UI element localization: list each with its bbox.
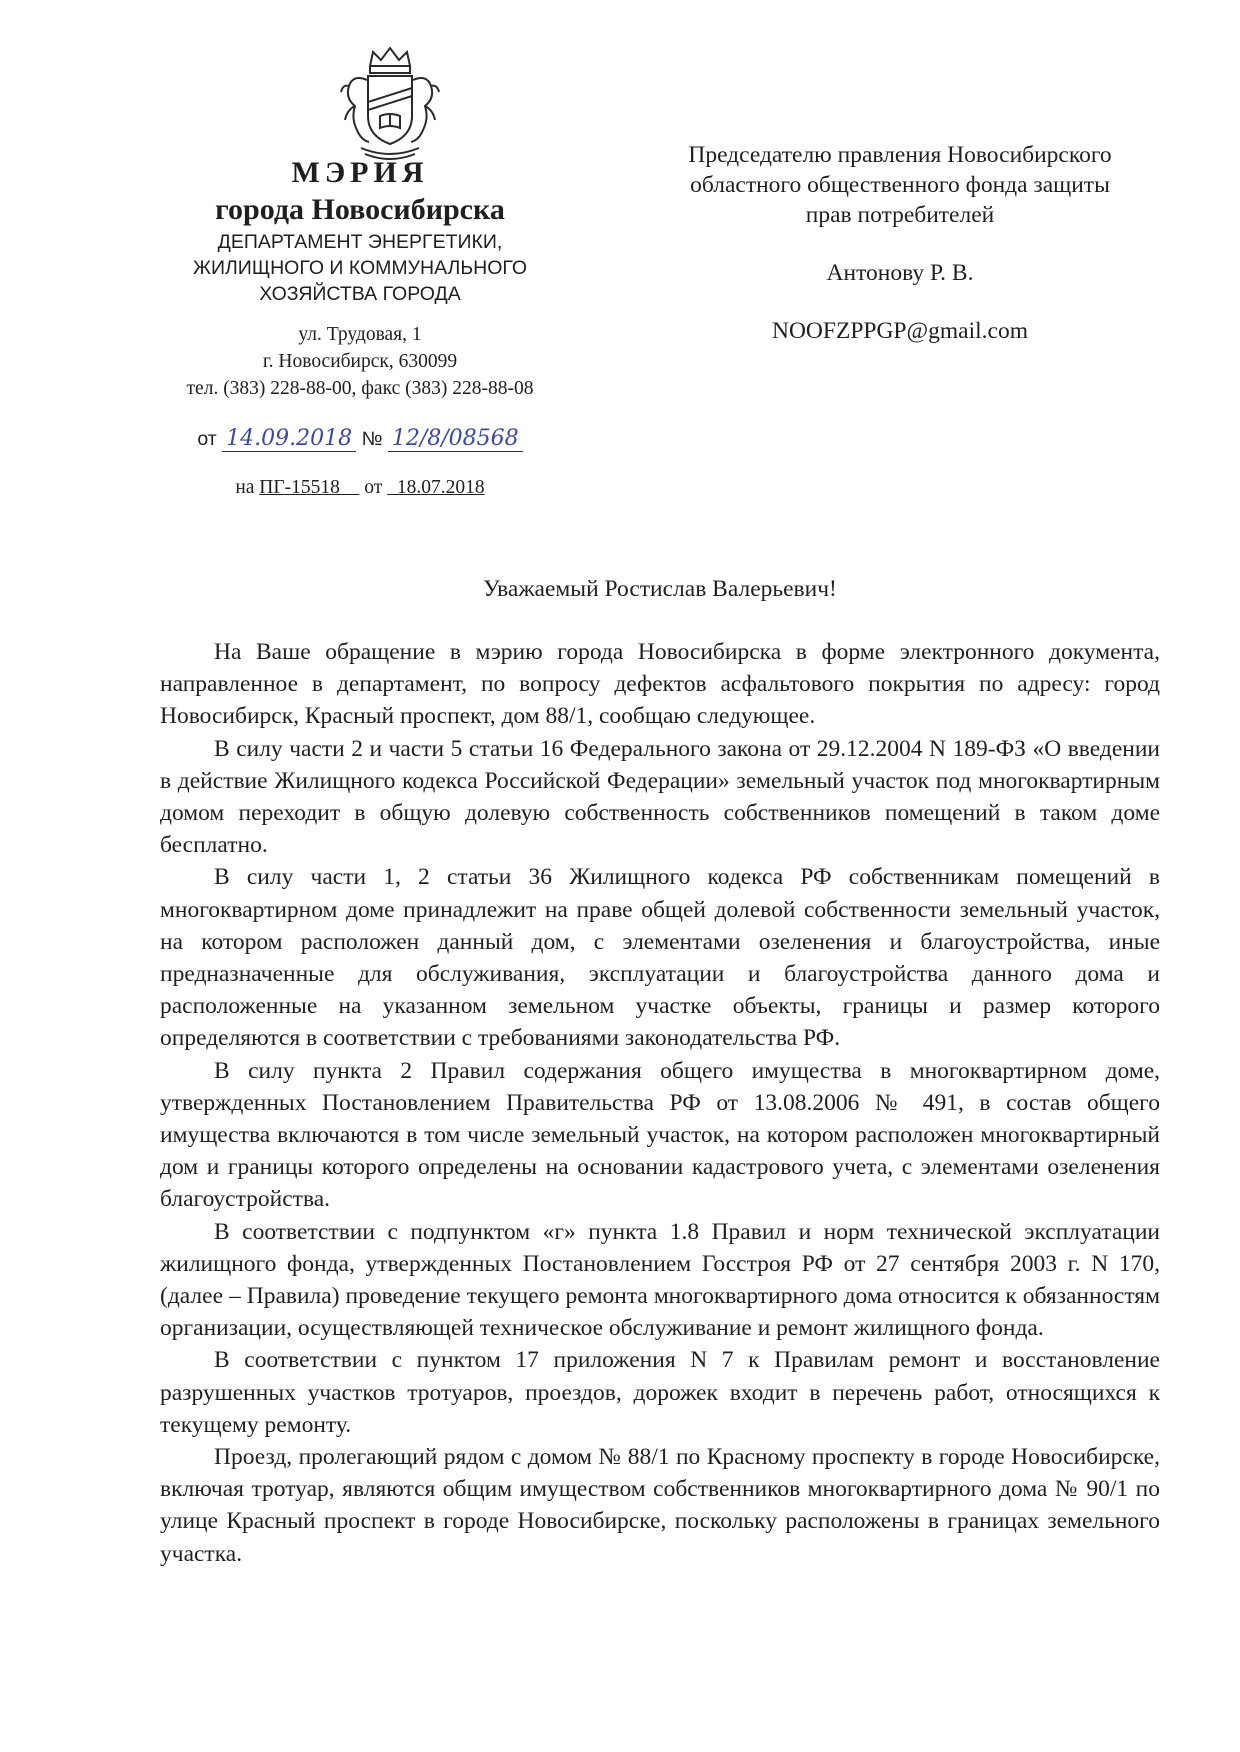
department-address: ул. Трудовая, 1 г. Новосибирск, 630099 тел. (383) 228-88-00, факс (383) 228-88-08: [186, 324, 534, 399]
body-paragraph: Проезд, пролегающий рядом с домом № 88/1 по Красному проспекту в городе Новосибирске, включая тротуар, являются общим имуществом собственников многоквартирного дома № 90/1 по улице Красный проспект в городе Новосибирске, поскольку расположены в границах земельного участка.: [160, 1444, 1160, 1567]
addressee-title: Председателю правления Новосибирского областного общественного фонда защиты прав потребителей: [688, 142, 1112, 228]
body-paragraph: В силу части 1, 2 статьи 36 Жилищного кодекса РФ собственникам помещений в многоквартирном доме принадлежит на праве общей долевой собственности земельный участок, на котором расположен данный дом, с элементами озеленения и благоустройства, иные предназначенные для обслуживания, эксплуатации и благоустройства данного дома и расположенные на указанном земельном участке объекты, границы и размер которого определяются в соответствии с требованиями законодательства РФ.: [160, 864, 1160, 1052]
department-name: ДЕПАРТАМЕНТ ЭНЕРГЕТИКИ, ЖИЛИЩНОГО И КОММУНАЛЬНОГО ХОЗЯЙСТВА ГОРОДА: [192, 231, 528, 305]
body-paragraph: В силу пункта 2 Правил содержания общего имущества в многоквартирном доме, утвержденных Постановлением Правительства РФ от 13.08.2006 № 491, в состав общего имущества включаются в том числе земельный участок, на котором расположен многоквартирный дом и границы которого определены на основании кадастрового учета, с элементами озеленения благоустройства.: [160, 1057, 1160, 1213]
addressee-email: NOOFZPPGP@gmail.com: [771, 318, 1028, 344]
handwritten-number: 12/8/08568: [388, 427, 523, 452]
mayoralty-title: МЭРИЯ: [291, 156, 429, 189]
incoming-reference: на ПГ-15518 от 18.07.2018: [235, 477, 485, 498]
incoming-date: 18.07.2018: [396, 477, 485, 498]
letterhead: [145, 155, 575, 502]
incoming-number: ПГ-15518: [259, 477, 340, 498]
body-paragraph: В соответствии с подпунктом «г» пункта 1.8 Правил и норм технической эксплуатации жилищного фонда, утвержденных Постановлением Госстроя РФ от 27 сентября 2003 г. N 170, (далее – Правила) проведение текущего ремонта многоквартирного дома относится к обязанностям организации, осуществляющей техническое обслуживание и ремонт жилищного фонда.: [160, 1218, 1160, 1342]
handwritten-date: 14.09.2018: [222, 427, 356, 452]
letter-body: [160, 636, 1160, 1570]
novosibirsk-coat-of-arms-icon: [335, 44, 445, 164]
outgoing-reference: от 14.09.2018 № 12/8/08568: [145, 424, 575, 454]
salutation: Уважаемый Ростислав Валерьевич!: [483, 576, 837, 602]
city-title: города Новосибирска: [215, 193, 505, 226]
addressee-block: [640, 140, 1160, 346]
body-paragraph: В силу части 2 и части 5 статьи 16 Федерального закона от 29.12.2004 N 189-ФЗ «О введении в действие Жилищного кодекса Российской Федерации» земельный участок под многоквартирным домом переходит в общую долевую собственность собственников помещений в таком доме бесплатно.: [160, 735, 1160, 859]
body-paragraph: На Ваше обращение в мэрию города Новосибирска в форме электронного документа, направленное в департамент, по вопросу дефектов асфальтового покрытия по адресу: город Новосибирск, Красный проспект, дом 88/1, сообщаю следующее.: [160, 639, 1160, 730]
body-paragraph: В соответствии с пунктом 17 приложения N 7 к Правилам ремонт и восстановление разрушенных участков тротуаров, проездов, дорожек входит в перечень работ, относящихся к текущему ремонту.: [160, 1347, 1160, 1438]
addressee-name: Антонову Р. В.: [826, 260, 974, 286]
